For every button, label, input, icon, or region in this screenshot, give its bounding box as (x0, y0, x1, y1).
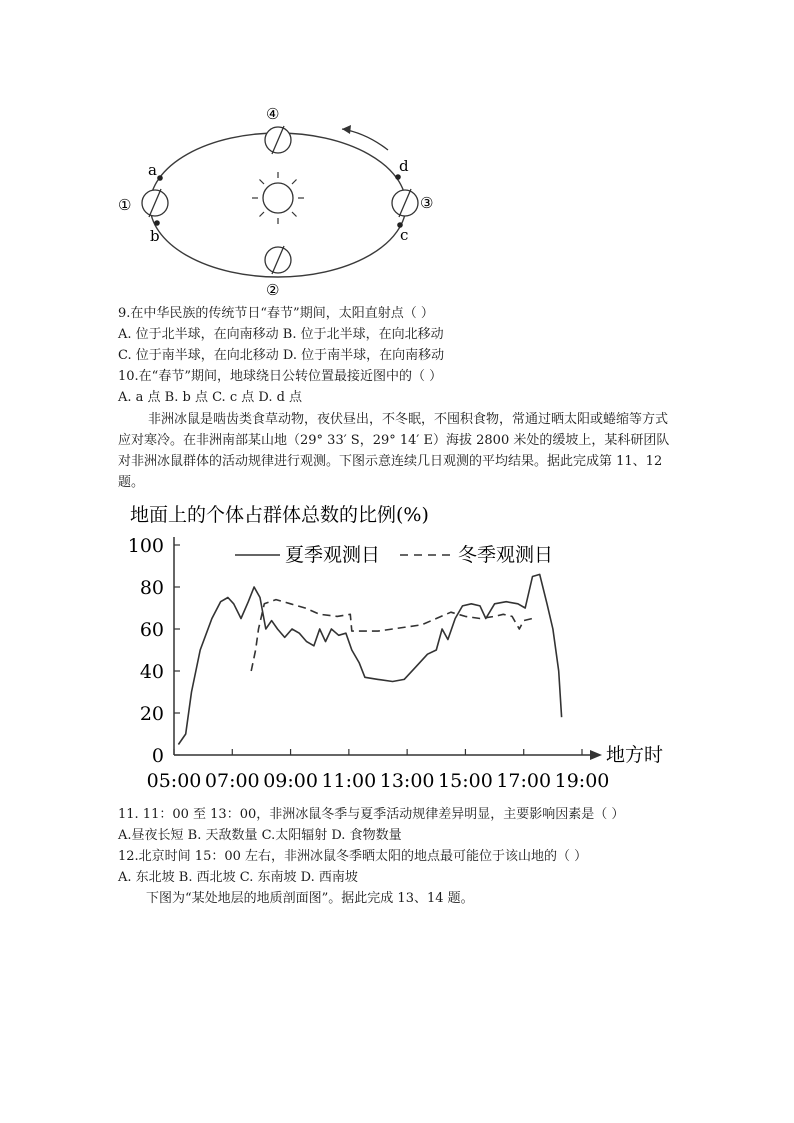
earth-position-bottom-icon (265, 246, 291, 274)
x-tick-label: 13:00 (379, 770, 435, 792)
point-b-dot (154, 220, 160, 226)
intro-paragraph-11-12: 非洲冰鼠是啮齿类食草动物，夜伏昼出，不冬眠，不囤积食物，常通过晒太阳或蜷缩等方式应对寒冷。在非洲南部某山地（29° 33′ S，29° 14′ E）海拔 2800 米处的缓坡上，某科研团队对非洲冰鼠群体的活动规律进行观测。下图示意连续几日观测的平均结果。据此完成第 11、12题。 (118, 412, 670, 490)
y-tick-label: 0 (151, 745, 164, 767)
question-11-stem: 11. 11：00 至 13：00，非洲冰鼠冬季与夏季活动规律差异明显，主要影响因素是（ ） (118, 807, 625, 822)
sun-icon (252, 172, 304, 224)
position-label-1: ① (118, 196, 132, 214)
point-label-a: a (148, 161, 157, 179)
revolution-direction-arrow-icon (342, 125, 388, 150)
earth-position-top-icon (265, 126, 291, 154)
x-tick-label: 19:00 (554, 770, 610, 792)
legend-summer-label: 夏季观测日 (285, 544, 381, 566)
x-tick-label: 17:00 (496, 770, 552, 792)
position-label-4: ④ (266, 105, 280, 123)
point-label-c: c (400, 226, 409, 244)
x-tick-label: 09:00 (263, 770, 318, 792)
orbit-diagram (110, 95, 460, 300)
earth-position-left-icon (142, 189, 168, 217)
x-tick-label: 05:00 (146, 770, 202, 792)
point-a-dot (157, 175, 163, 181)
y-tick-label: 100 (127, 535, 164, 557)
question-9-options-line1: A. 位于北半球，在向南移动 B. 位于北半球，在向北移动 (118, 327, 444, 342)
question-9-stem: 9.在中华民族的传统节日“春节”期间，太阳直射点（ ） (118, 306, 434, 321)
point-d-dot (395, 174, 401, 180)
activity-line-chart (110, 495, 670, 795)
series-line-summer (178, 574, 561, 744)
question-11-options: A.昼夜长短 B. 天敌数量 C.太阳辐射 D. 食物数量 (118, 828, 402, 843)
y-tick-label: 20 (139, 703, 164, 725)
question-10-options: A. a 点 B. b 点 C. c 点 D. d 点 (118, 390, 303, 405)
position-label-3: ③ (420, 194, 434, 212)
question-9-options-line2: C. 位于南半球，在向北移动 D. 位于南半球，在向南移动 (118, 348, 445, 363)
legend-winter-label: 冬季观测日 (458, 544, 554, 566)
x-tick-label: 07:00 (204, 770, 260, 792)
question-10-stem: 10.在“春节”期间，地球绕日公转位置最接近图中的（ ） (118, 369, 443, 384)
question-12-options: A. 东北坡 B. 西北坡 C. 东南坡 D. 西南坡 (118, 870, 358, 885)
question-12-stem: 12.北京时间 15：00 左右，非洲冰鼠冬季晒太阳的地点最可能位于该山地的（ ） (118, 849, 588, 864)
intro-paragraph-13-14: 下图为“某处地层的地质剖面图”。据此完成 13、14 题。 (146, 891, 474, 906)
x-axis-arrow-icon (590, 750, 602, 760)
chart-title: 地面上的个体占群体总数的比例(%) (130, 504, 429, 526)
point-label-b: b (150, 227, 160, 245)
x-axis-label: 地方时 (606, 744, 664, 766)
y-tick-label: 60 (139, 619, 164, 641)
y-tick-label: 40 (139, 661, 164, 683)
position-label-2: ② (266, 281, 280, 299)
point-label-d: d (399, 157, 409, 175)
earth-position-right-icon (392, 189, 418, 217)
x-tick-label: 11:00 (321, 770, 377, 792)
x-tick-label: 15:00 (438, 770, 493, 792)
chart-legend (235, 544, 553, 566)
y-tick-label: 80 (139, 577, 164, 599)
